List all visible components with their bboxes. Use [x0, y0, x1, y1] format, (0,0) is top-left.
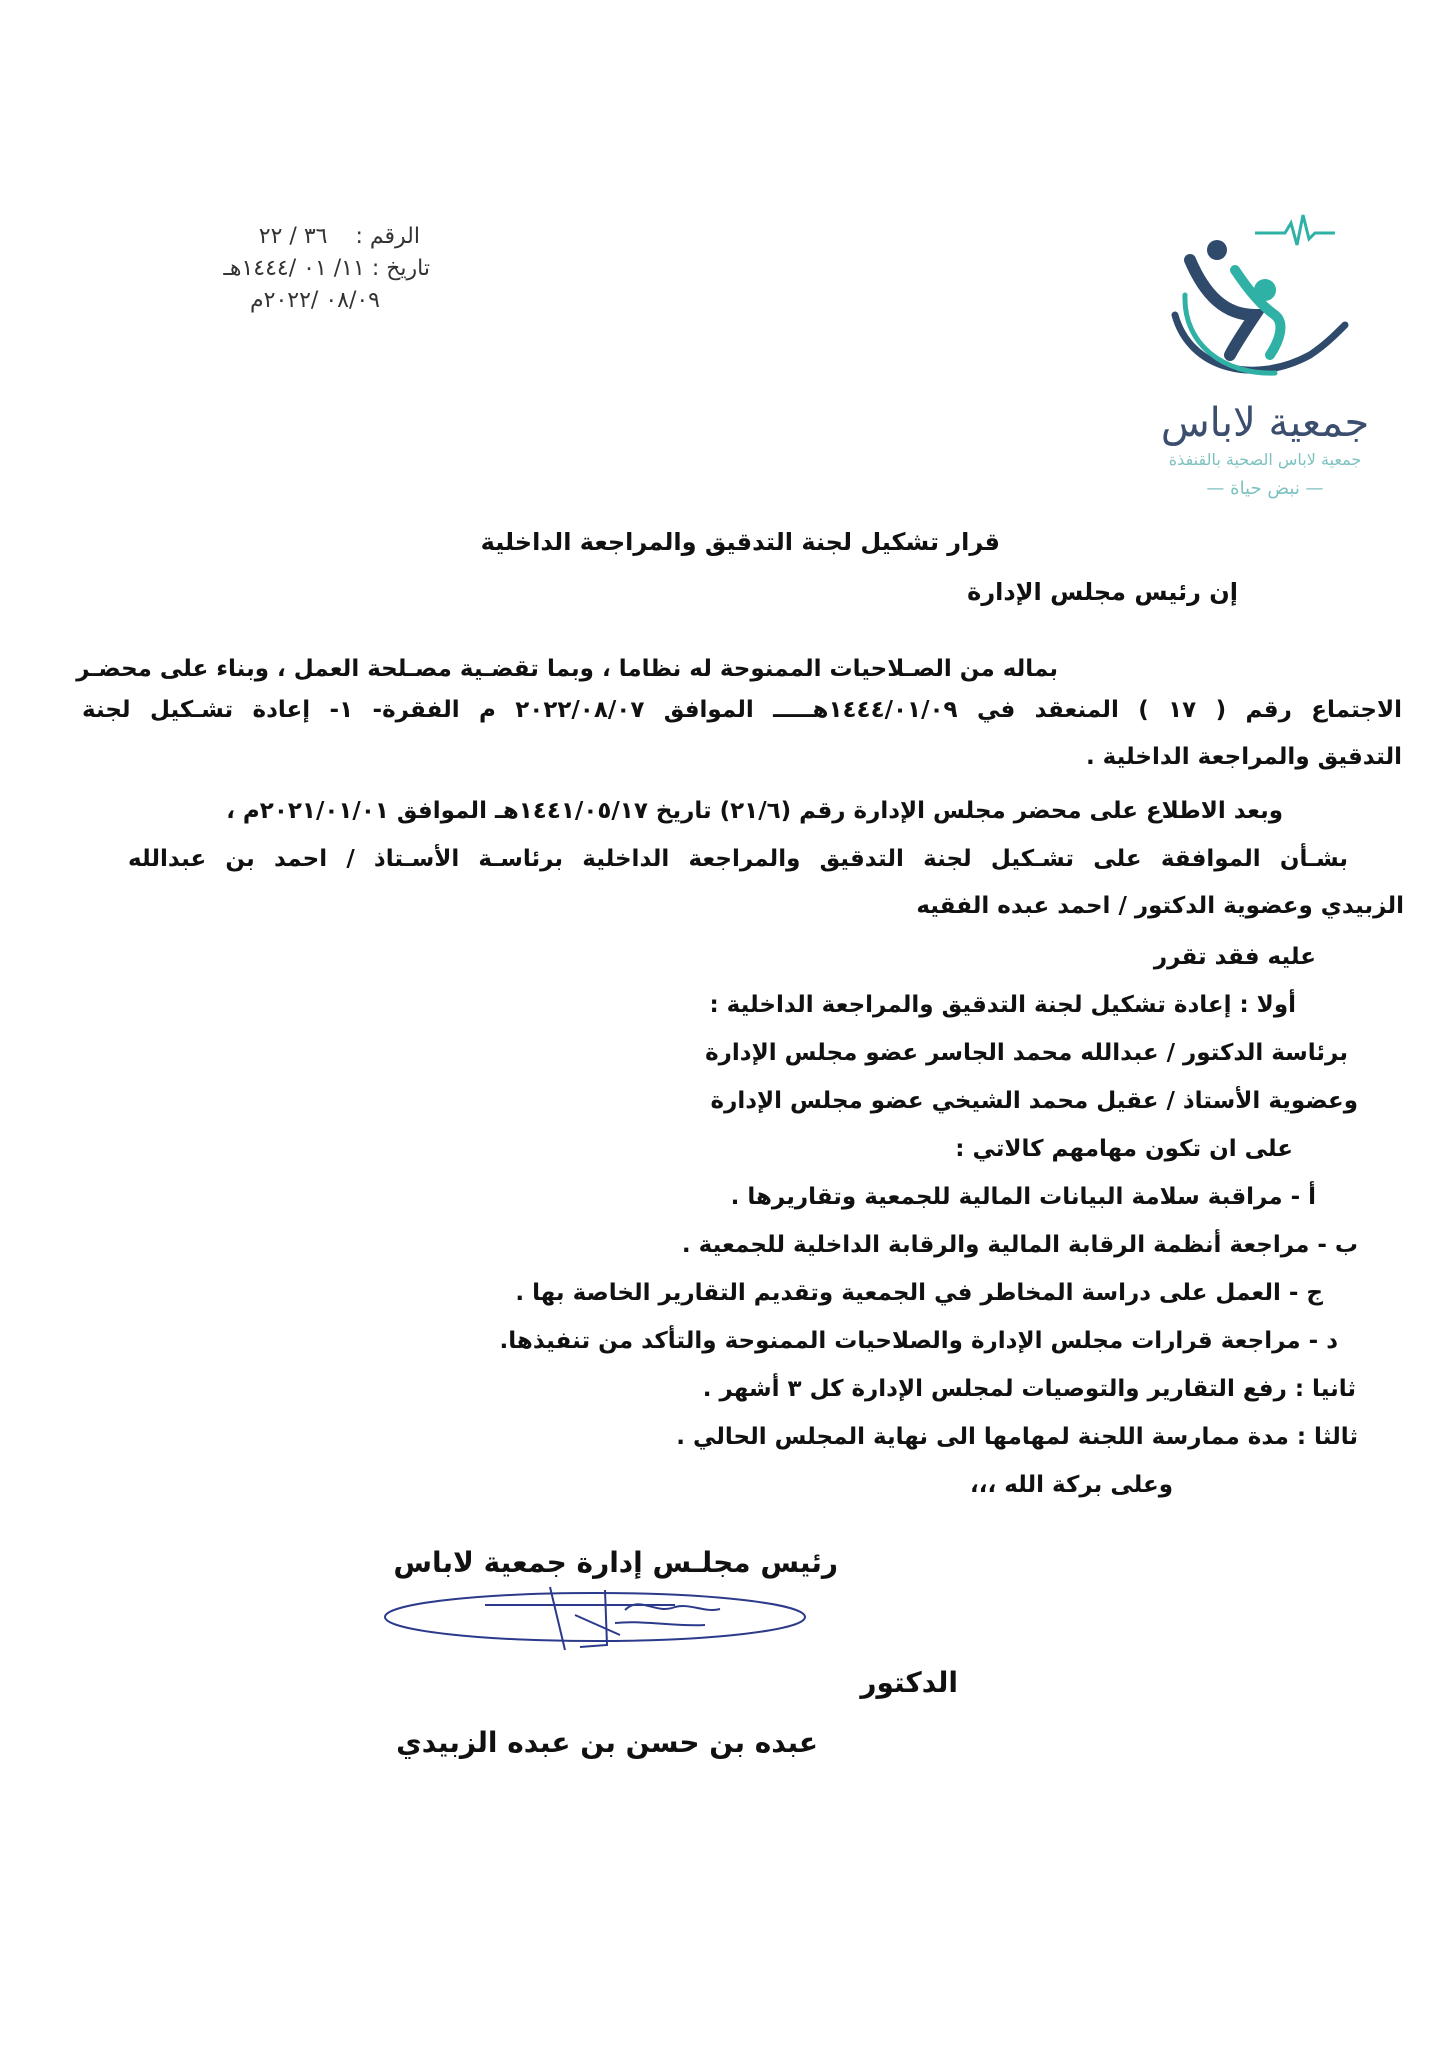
task-item: ب - مراجعة أنظمة الرقابة المالية والرقابة الداخلية للجمعية . [681, 1232, 1358, 1258]
reference-date-gregorian [150, 286, 380, 316]
signature-name: عبده بن حسن بن عبده الزبيدي [396, 1726, 818, 1759]
task-item: أ - مراقبة سلامة البيانات المالية للجمعية وتقاريرها . [730, 1184, 1316, 1210]
document-title: قرار تشكيل لجنة التدقيق والمراجعة الداخلية [480, 528, 1000, 556]
paragraph2-line1: وبعد الاطلاع على محضر مجلس الإدارة رقم (٢١/٦) تاريخ ١٤٤١/٠٥/١٧هـ الموافق ٢٠٢١/٠١/٠١م ، [226, 798, 1283, 824]
reference-number-label: الرقم : [355, 224, 420, 249]
decision-third: ثالثا : مدة ممارسة اللجنة لمهامها الى نهاية المجلس الحالي . [676, 1424, 1358, 1450]
decision-second: ثانيا : رفع التقارير والتوصيات لمجلس الإدارة كل ٣ أشهر . [702, 1376, 1356, 1402]
decision-intro: عليه فقد تقرر [1153, 944, 1316, 970]
paragraph2-line2: بشـأن الموافقة على تشـكيل لجنة التدقيق والمراجعة الداخلية برئاسـة الأسـتاذ / احمد بن عبدالله [128, 846, 1348, 872]
addressee: إن رئيس مجلس الإدارة [967, 578, 1238, 606]
paragraph1-line2: الاجتماع رقم ( ١٧ ) المنعقد في ١٤٤٤/٠١/٠٩هـــــ الموافق ٢٠٢٢/٠٨/٠٧ م الفقرة- ١- إعادة تشـكيل لجنة [82, 697, 1402, 723]
task-item: ج - العمل على دراسة المخاطر في الجمعية وتقديم التقارير الخاصة بها . [515, 1280, 1323, 1306]
reference-number-value: ٣٦ / ٢٢ [258, 224, 328, 249]
committee-member: وعضوية الأستاذ / عقيل محمد الشيخي عضو مجلس الإدارة [710, 1088, 1358, 1114]
decision-first: أولا : إعادة تشكيل لجنة التدقيق والمراجعة الداخلية : [709, 992, 1296, 1018]
logo-name: جمعية لاباس [1160, 400, 1370, 446]
paragraph2-line3: الزبيدي وعضوية الدكتور / احمد عبده الفقيه [916, 893, 1404, 919]
reference-date-gregorian-value: ٠٨/٠٩ /٢٠٢٢م [250, 288, 380, 313]
paragraph1-line3: التدقيق والمراجعة الداخلية . [1085, 744, 1402, 770]
tasks-intro: على ان تكون مهامهم كالاتي : [955, 1136, 1293, 1162]
reference-date-label: تاريخ : [371, 256, 430, 281]
organization-logo [1135, 205, 1395, 405]
reference-number [150, 222, 420, 252]
paragraph1-line1: بماله من الصـلاحيات الممنوحة له نظاما ، وبما تقضـية مصـلحة العمل ، وبناء على محضـر [76, 656, 1058, 682]
reference-date-hijri-value: ١١/ ٠١ /١٤٤٤هـ [223, 256, 365, 281]
reference-date-hijri [150, 254, 430, 284]
logo-subtitle: جمعية لاباس الصحية بالقنفذة [1168, 450, 1362, 469]
signature-title: الدكتور [860, 1666, 958, 1699]
task-item: د - مراجعة قرارات مجلس الإدارة والصلاحيات الممنوحة والتأكد من تنفيذها. [499, 1328, 1338, 1354]
logo-tagline: — نبض حياة — [1206, 478, 1324, 499]
handwritten-signature [375, 1575, 815, 1675]
signature-role: رئيس مجلـس إدارة جمعية لاباس [393, 1546, 838, 1579]
closing-line: وعلى بركة الله ،،، [969, 1472, 1173, 1498]
committee-chair: برئاسة الدكتور / عبدالله محمد الجاسر عضو مجلس الإدارة [705, 1040, 1348, 1066]
